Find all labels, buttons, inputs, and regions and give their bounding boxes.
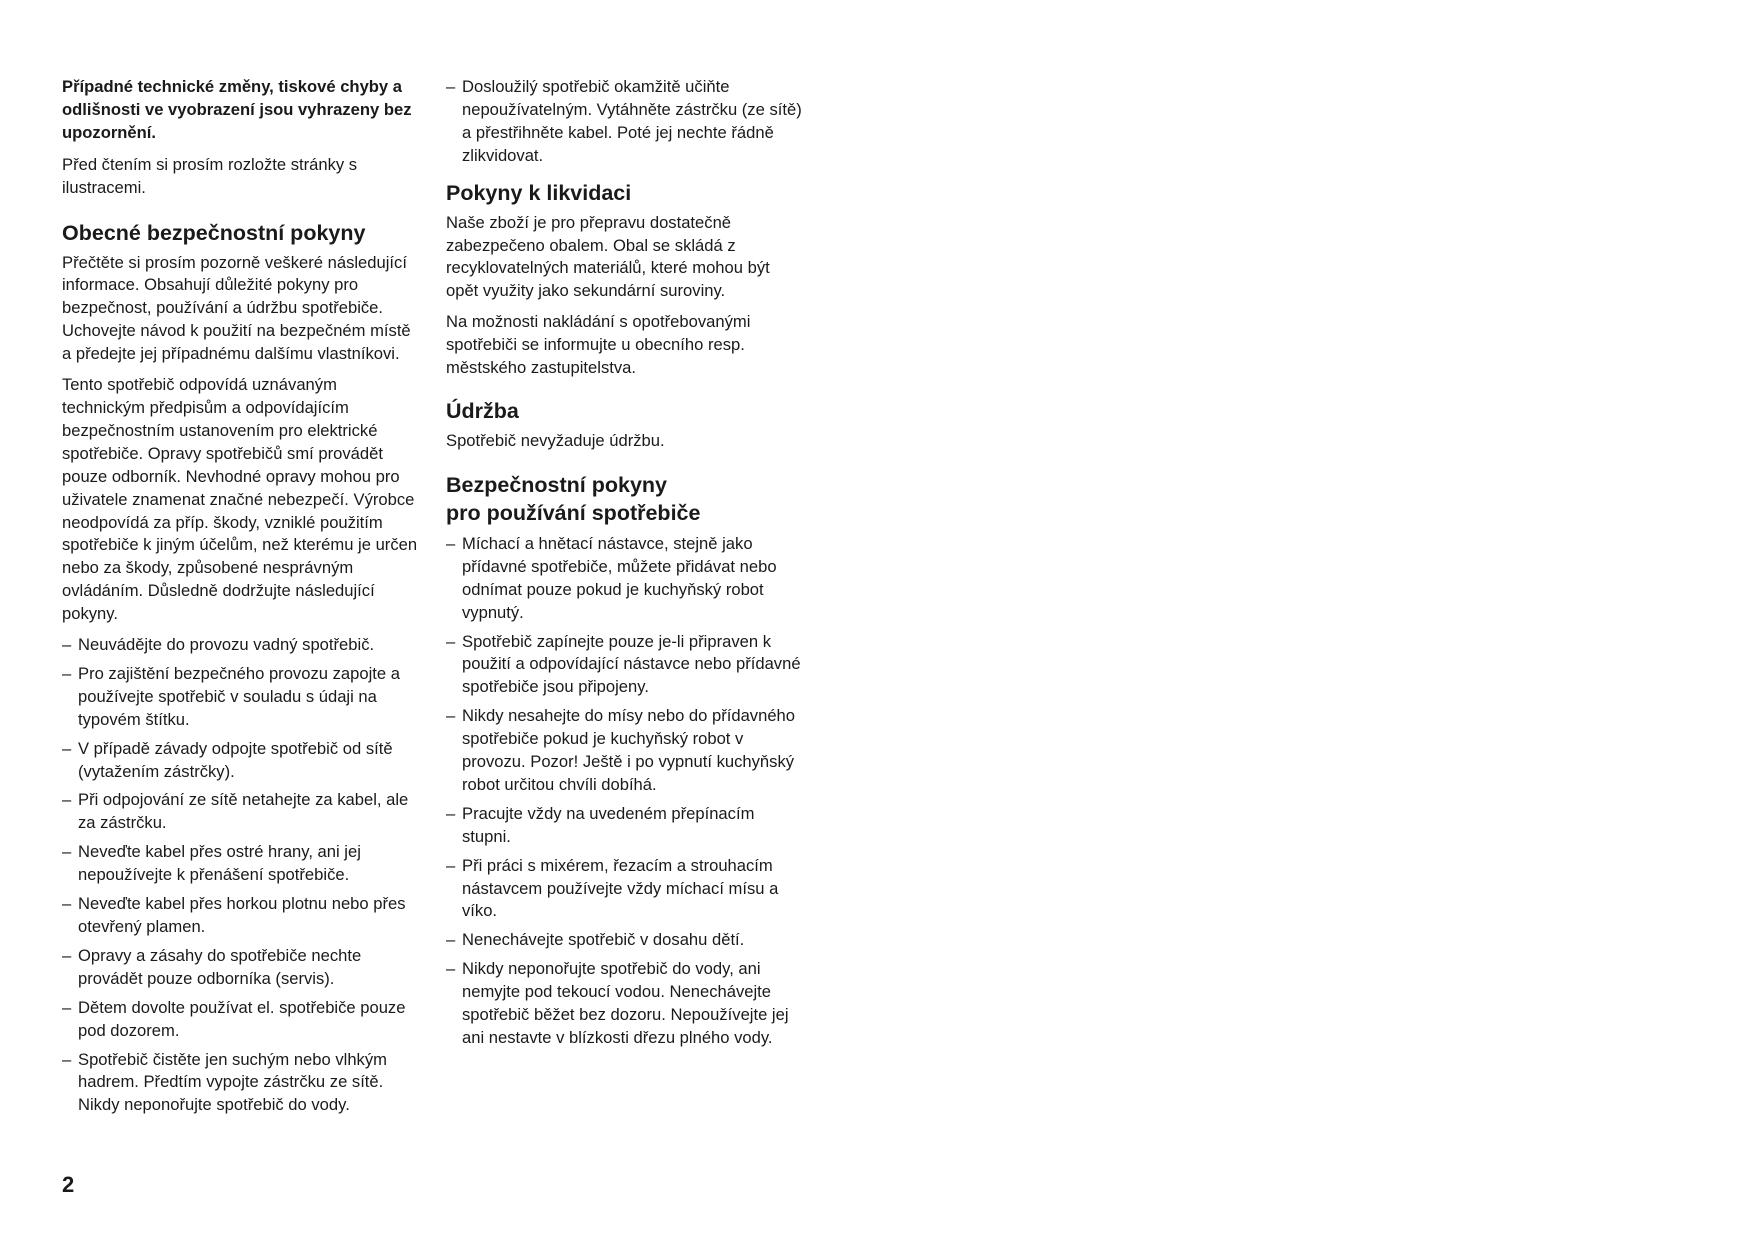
disposal-heading: Pokyny k likvidaci bbox=[446, 180, 632, 205]
general-paragraph-2: Tento spotřebič odpovídá uznávaným technickým předpisům a odpovídajícím bezpečnostním ustanovením pro elektrické spotřebiče. Opravy spotřebičů smí provádět pouze odborník. Nevhodné opravy mohou pro uživatele znamenat značné nebezpečí. Výrobce neodpovídá za příp. škody, vzniklé použitím spotřebiče k jiným účelům, než kterému je určen nebo za škody, způsobené nesprávným ovládáním. Důsledně dodržujte následující pokyny. bbox=[62, 375, 418, 624]
maintenance-paragraph: Spotřebič nevyžaduje údržbu. bbox=[446, 430, 665, 450]
list-item: – Nikdy neponořujte spotřebič do vody, ani nemyjte pod tekoucí vodou. Nenechávejte spotřebič běžet bez dozoru. Nepoužívejte jej ani nestavte v blízkosti dřezu plného vody. bbox=[446, 958, 806, 1050]
disposal-paragraph-2: Na možnosti nakládání s opotřebovanými spotřebiči se informujte u obecního resp. městského zastupitelstva. bbox=[446, 312, 751, 378]
list-item: – Nikdy nesahejte do mísy nebo do přídavného spotřebiče pokud je kuchyňský robot v provozu. Pozor! Ještě i po vypnutí kuchyňský robot určitou chvíli dobíhá. bbox=[446, 705, 806, 797]
usage-heading-line-1: Bezpečnostní pokyny bbox=[446, 472, 668, 497]
list-item: – Míchací a hnětací nástavce, stejně jako přídavné spotřebiče, můžete přidávat nebo odnímat pouze pokud je kuchyňský robot vypnutý. bbox=[446, 533, 806, 625]
page-number: 2 bbox=[62, 1172, 75, 1197]
right-column bbox=[446, 76, 806, 1056]
notice-text: Případné technické změny, tiskové chyby a odlišnosti ve vyobrazení jsou vyhrazeny bez upozornění. bbox=[62, 77, 412, 142]
list-item: – Nenechávejte spotřebič v dosahu dětí. bbox=[446, 929, 806, 952]
left-column bbox=[62, 76, 422, 1123]
usage-safety-list bbox=[446, 533, 806, 1050]
maintenance-heading: Údržba bbox=[446, 398, 519, 423]
list-item: – Dosloužilý spotřebič okamžitě učiňte nepoužívatelným. Vytáhněte zástrčku (ze sítě) a přestřihněte kabel. Poté jej nechte řádně zlikvidovat. bbox=[446, 76, 806, 168]
disposal-paragraph-1: Naše zboží je pro přepravu dostatečně zabezpečeno obalem. Obal se skládá z recyklovatelných materiálů, které mohou být opět využity jako sekundární suroviny. bbox=[446, 212, 770, 301]
usage-safety-heading bbox=[446, 471, 806, 527]
list-item: – Neuvádějte do provozu vadný spotřebič. bbox=[62, 634, 422, 657]
list-item: – Při práci s mixérem, řezacím a strouhacím nástavcem používejte vždy míchací mísu a víko. bbox=[446, 855, 806, 924]
usage-heading-line-2: pro používání spotřebiče bbox=[446, 500, 701, 525]
list-item: – Pro zajištění bezpečného provozu zapojte a používejte spotřebič v souladu s údaji na typovém štítku. bbox=[62, 663, 422, 732]
general-safety-list bbox=[62, 634, 422, 1117]
list-item: – Při odpojování ze sítě netahejte za kabel, ale za zástrčku. bbox=[62, 789, 422, 835]
general-safety-heading: Obecné bezpečnostní pokyny bbox=[62, 220, 366, 245]
intro-text: Před čtením si prosím rozložte stránky s ilustracemi. bbox=[62, 154, 358, 197]
list-item: – Pracujte vždy na uvedeném přepínacím stupni. bbox=[446, 803, 806, 849]
list-item: – Spotřebič čistěte jen suchým nebo vlhkým hadrem. Předtím vypojte zástrčku ze sítě. Nikdy neponořujte spotřebič do vody. bbox=[62, 1049, 422, 1118]
list-item: – Dětem dovolte používat el. spotřebiče pouze pod dozorem. bbox=[62, 997, 422, 1043]
list-item: – Spotřebič zapínejte pouze je-li připraven k použití a odpovídající nástavce nebo přídavné spotřebiče jsou připojeny. bbox=[446, 631, 806, 700]
list-item: – V případě závady odpojte spotřebič od sítě (vytažením zástrčky). bbox=[62, 738, 422, 784]
general-paragraph-1: Přečtěte si prosím pozorně veškeré následující informace. Obsahují důležité pokyny pro bezpečnost, používání a údržbu spotřebiče. Uchovejte návod k použití na bezpečném místě a předejte jej případnému dalšímu vlastníkovi. bbox=[62, 252, 411, 364]
list-item: – Opravy a zásahy do spotřebiče nechte provádět pouze odborníka (servis). bbox=[62, 945, 422, 991]
continued-safety-list bbox=[446, 76, 806, 168]
list-item: – Neveďte kabel přes ostré hrany, ani jej nepoužívejte k přenášení spotřebiče. bbox=[62, 841, 422, 887]
list-item: – Neveďte kabel přes horkou plotnu nebo přes otevřený plamen. bbox=[62, 893, 422, 939]
